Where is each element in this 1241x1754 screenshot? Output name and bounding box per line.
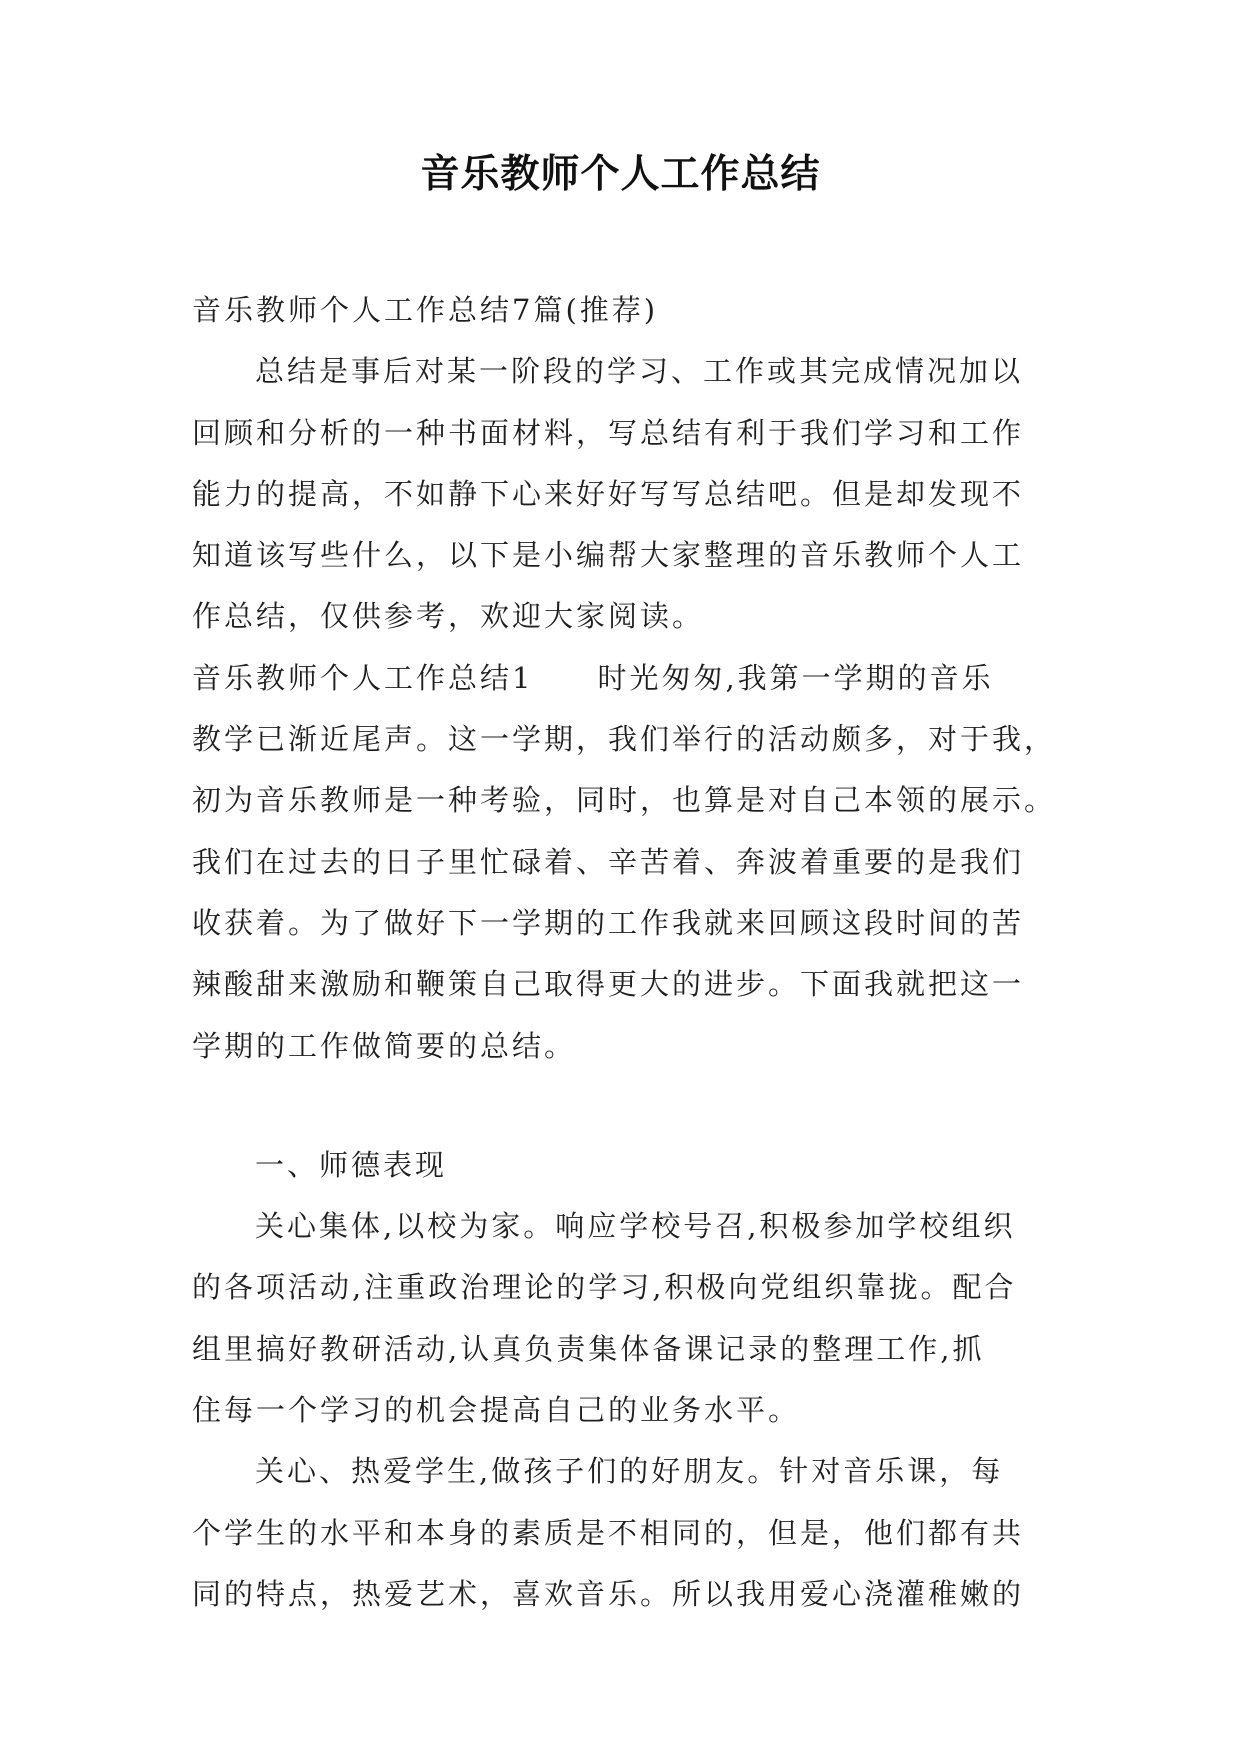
paragraph-line: 初为音乐教师是一种考验，同时，也算是对自己本领的展示。 [192, 783, 1057, 818]
document-title: 音乐教师个人工作总结 [420, 152, 821, 197]
subtitle-line: 音乐教师个人工作总结7篇(推荐) [192, 293, 659, 327]
paragraph-line: 教学已渐近尾声。这一学期，我们举行的活动颇多，对于我， [192, 722, 1057, 757]
section-heading: 一、师德表现 [255, 1147, 448, 1182]
paragraph-line: 作总结，仅供参考，欢迎大家阅读。 [192, 599, 705, 634]
paragraph-gap [192, 1087, 1052, 1145]
paragraph-line: 知道该写些什么，以下是小编帮大家整理的音乐教师个人工 [192, 538, 1025, 573]
paragraph-line: 关心集体,以校为家。响应学校号召,积极参加学校组织 [255, 1209, 1016, 1244]
paragraph-line: 关心、热爱学生,做孩子们的好朋友。针对音乐课，每 [255, 1454, 1004, 1489]
paragraph-line: 学期的工作做简要的总结。 [192, 1028, 577, 1063]
document-body [192, 290, 1057, 1635]
paragraph-line: 回顾和分析的一种书面材料，写总结有利于我们学习和工作 [192, 415, 1025, 450]
paragraph-line: 的各项活动,注重政治理论的学习,积极向党组织靠拢。配合 [192, 1270, 1017, 1305]
paragraph-line: 总结是事后对某一阶段的学习、工作或其完成情况加以 [255, 354, 1024, 389]
paragraph-line: 同的特点，热爱艺术，喜欢音乐。所以我用爱心浇灌稚嫩的 [192, 1576, 1025, 1611]
paragraph-line: 辣酸甜来激励和鞭策自己取得更大的进步。下面我就把这一 [192, 967, 1025, 1002]
paragraph-line: 个学生的水平和本身的素质是不相同的，但是，他们都有共 [192, 1515, 1025, 1550]
paragraph-line: 能力的提高，不如静下心来好好写写总结吧。但是却发现不 [192, 476, 1025, 511]
paragraph-line: 组里搞好教研活动,认真负责集体备课记录的整理工作,抓 [192, 1331, 985, 1366]
paragraph-line: 收获着。为了做好下一学期的工作我就来回顾这段时间的苦 [192, 905, 1025, 940]
section-heading-line: 音乐教师个人工作总结1 时光匆匆,我第一学期的音乐 [192, 660, 994, 695]
paragraph-line: 住每一个学习的机会提高自己的业务水平。 [192, 1393, 801, 1428]
paragraph-line: 我们在过去的日子里忙碌着、辛苦着、奔波着重要的是我们 [192, 844, 1025, 879]
